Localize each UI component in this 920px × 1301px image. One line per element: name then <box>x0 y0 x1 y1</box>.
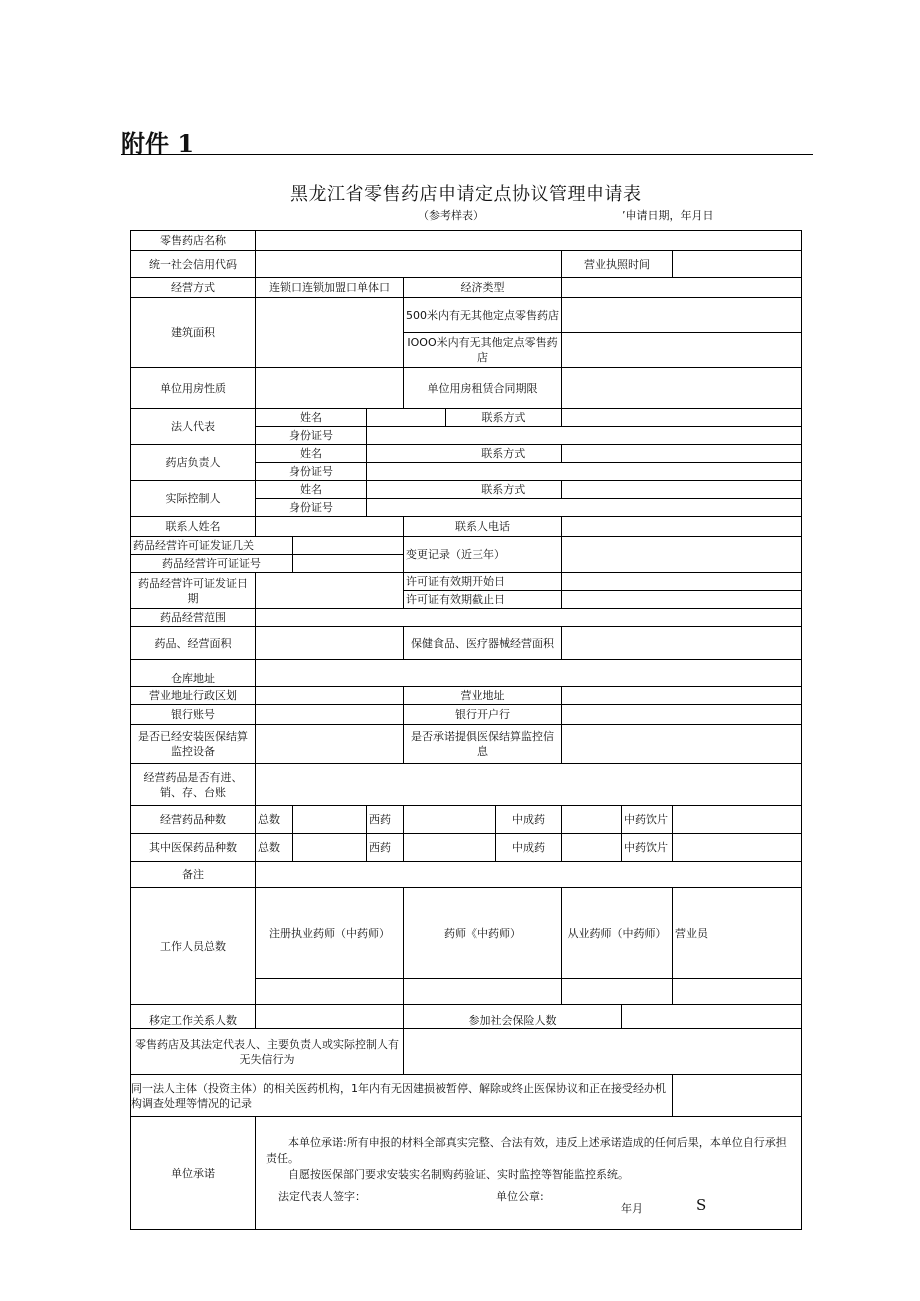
field-asst-pharm[interactable] <box>562 979 673 1005</box>
field-dishonest[interactable] <box>404 1029 802 1075</box>
row-property <box>131 368 802 409</box>
label-mode: 经营方式 <box>131 278 256 298</box>
label-drug-area: 药品、经营面积 <box>131 627 256 660</box>
field-economy-type[interactable] <box>562 278 802 298</box>
label-ins-kinds: 其中医保药品种数 <box>131 834 256 862</box>
label-bank: 银行开户行 <box>404 705 562 725</box>
label-address: 营业地址 <box>404 687 562 705</box>
field-district[interactable] <box>256 687 404 705</box>
label-transfer: 移定工作关系人数 <box>131 1005 256 1029</box>
attachment-label: 附件 1 <box>121 129 195 158</box>
field-change-record[interactable] <box>562 537 802 573</box>
label-valid-start: 许可证有效期开始日 <box>404 573 562 591</box>
label-lease: 单位用房租赁合同期限 <box>404 368 562 409</box>
label-device: 是否已经安装医保结算监控设备 <box>131 725 256 764</box>
field-drug-area[interactable] <box>256 627 404 660</box>
row-district <box>131 687 802 705</box>
mode-options[interactable]: 连锁口连锁加盟口单体口 <box>256 278 404 298</box>
row-remarks <box>131 862 802 888</box>
row-ledger <box>131 764 802 806</box>
field-contact-phone[interactable] <box>562 517 802 537</box>
field-address[interactable] <box>562 687 802 705</box>
field-legal-id[interactable] <box>367 427 802 445</box>
row-business-area <box>131 627 802 660</box>
label-controller: 实际控制人 <box>131 481 256 517</box>
form-title: 黑龙江省零售药店申请定点协议管理申请表 <box>290 184 642 205</box>
field-kinds-total[interactable] <box>293 806 367 834</box>
label-clerk: 营业员 <box>673 888 802 979</box>
label-insured: 参加社会保险人数 <box>404 1005 622 1029</box>
row-kinds <box>131 806 802 834</box>
field-property[interactable] <box>256 368 404 409</box>
row-ins-kinds <box>131 834 802 862</box>
label-kinds: 经营药品种数 <box>131 806 256 834</box>
label-asst-pharm: 从业药师（中药师） <box>562 888 673 979</box>
field-legal-name[interactable] <box>367 409 446 427</box>
label-lic-pharm: 注册执业药师（中药师） <box>256 888 404 979</box>
field-ins-herbal[interactable] <box>673 834 802 862</box>
label-property: 单位用房性质 <box>131 368 256 409</box>
row-contact-person <box>131 517 802 537</box>
field-ctrl-name[interactable] <box>367 481 446 499</box>
pledge-paragraph-2: 自愿按医保部门要求安装实名制购药验证、实时监控等智能监控系统。 <box>288 1168 629 1181</box>
label-cpm: 中成药 <box>496 834 562 862</box>
field-transfer[interactable] <box>256 1005 404 1029</box>
label-bank-account: 银行账号 <box>131 705 256 725</box>
label-staff-total: 工作人员总数 <box>131 888 256 1005</box>
label-valid-end: 许可证有效期截止日 <box>404 591 562 609</box>
label-area: 建筑面积 <box>131 298 256 368</box>
row-mode <box>131 278 802 298</box>
label-total: 总数 <box>256 806 293 834</box>
apply-date: ’申请日期，年月日 <box>622 209 714 222</box>
field-device[interactable] <box>256 725 404 764</box>
row-device <box>131 725 802 764</box>
label-herbal: 中药饮片 <box>622 834 673 862</box>
field-credit-code[interactable] <box>256 251 562 278</box>
label-western: 西药 <box>367 806 404 834</box>
label-health-area: 保健食品、医疗器械经营面积 <box>404 627 562 660</box>
label-warehouse: 仓库地址 <box>131 660 256 687</box>
label-id-no: 身份证号 <box>256 463 367 481</box>
sign-date-label: 年月 <box>621 1202 643 1215</box>
label-district: 营业地址行政区划 <box>131 687 256 705</box>
field-scope[interactable] <box>256 609 802 627</box>
label-contact: 联系方式 <box>446 409 562 427</box>
field-clerk[interactable] <box>673 979 802 1005</box>
label-pharm: 药师《中药师） <box>404 888 562 979</box>
field-valid-end[interactable] <box>562 591 802 609</box>
signature-area <box>266 1189 797 1229</box>
row-scope <box>131 609 802 627</box>
label-cpm: 中成药 <box>496 806 562 834</box>
header-divider <box>121 154 813 155</box>
seal-label: 单位公章: <box>496 1190 544 1203</box>
label-western: 西药 <box>367 834 404 862</box>
field-remarks[interactable] <box>256 862 802 888</box>
field-ins-western[interactable] <box>404 834 496 862</box>
row-bank <box>131 705 802 725</box>
row-credit-code <box>131 251 802 278</box>
date-mark: S <box>696 1196 707 1214</box>
label-credit-code: 统一社会信用代码 <box>131 251 256 278</box>
label-name: 姓名 <box>256 409 367 427</box>
application-form-table <box>130 230 802 1230</box>
field-related[interactable] <box>673 1075 802 1117</box>
field-insured[interactable] <box>622 1005 802 1029</box>
label-contact: 联系方式 <box>446 481 562 499</box>
field-permit-date[interactable] <box>256 573 404 609</box>
label-name: 姓名 <box>256 445 367 463</box>
field-health-area[interactable] <box>562 627 802 660</box>
row-warehouse <box>131 660 802 687</box>
row-area-1 <box>131 298 802 333</box>
field-head-id[interactable] <box>367 463 802 481</box>
label-related: 同一法人主体（投资主体）的相关医药机构，1年内有无因建损被暂停、解除或终止医保协议和正在接受经办机构调查处理等情况的记录 <box>131 1075 673 1117</box>
label-remarks: 备注 <box>131 862 256 888</box>
field-ctrl-contact[interactable] <box>562 481 802 499</box>
field-near500[interactable] <box>562 298 802 333</box>
field-ctrl-id[interactable] <box>367 499 802 517</box>
row-permit-date-1 <box>131 573 802 591</box>
label-near1000: IOOO米内有无其他定点零售药店 <box>404 333 562 368</box>
label-contact-phone: 联系人电话 <box>404 517 562 537</box>
label-license-time: 营业执照时间 <box>562 251 673 278</box>
field-lease[interactable] <box>562 368 802 409</box>
label-promise-info: 是否承诺提俱医保结算监控信息 <box>404 725 562 764</box>
field-ins-cpm[interactable] <box>562 834 622 862</box>
label-total: 总数 <box>256 834 293 862</box>
field-near1000[interactable] <box>562 333 802 368</box>
field-head-contact[interactable] <box>562 445 802 463</box>
label-herbal: 中药饮片 <box>622 806 673 834</box>
field-kinds-western[interactable] <box>404 806 496 834</box>
label-ledger: 经营药品是否有进、销、存、台账 <box>131 764 256 806</box>
field-legal-contact[interactable] <box>562 409 802 427</box>
field-lic-pharm[interactable] <box>256 979 404 1005</box>
row-store-name <box>131 231 802 251</box>
row-head-name <box>131 445 802 463</box>
label-economy-type: 经济类型 <box>404 278 562 298</box>
field-ledger[interactable] <box>256 764 802 806</box>
row-ctrl-name <box>131 481 802 499</box>
row-commitment <box>131 1117 802 1230</box>
field-kinds-cpm[interactable] <box>562 806 622 834</box>
field-permit-issuer[interactable] <box>293 537 404 555</box>
label-store-head: 药店负责人 <box>131 445 256 481</box>
pledge-paragraph-1: 本单位承诺:所有申报的材料全部真实完整、合法有效，违反上述承诺造成的任何后果，本单位自行承担责任。 <box>266 1136 787 1165</box>
row-legal-name <box>131 409 802 427</box>
label-scope: 药品经营范围 <box>131 609 256 627</box>
label-store-name: 零售药店名称 <box>131 231 256 251</box>
label-permit-no: 药品经营许可证证号 <box>131 555 293 573</box>
label-near500: 500米内有无其他定点零售药店 <box>404 298 562 333</box>
row-permit-issuer <box>131 537 802 555</box>
label-legal-rep: 法人代表 <box>131 409 256 445</box>
field-pharm[interactable] <box>404 979 562 1005</box>
row-staff-header <box>131 888 802 979</box>
field-contact-name[interactable] <box>256 517 404 537</box>
field-ins-total[interactable] <box>293 834 367 862</box>
legal-sign-label: 法定代表人签字： <box>278 1190 366 1203</box>
label-id-no: 身份证号 <box>256 427 367 445</box>
label-name: 姓名 <box>256 481 367 499</box>
label-contact: 联系方式 <box>446 445 562 463</box>
label-change-record: 变更记录（近三年） <box>404 537 562 573</box>
field-permit-no[interactable] <box>293 555 404 573</box>
field-area[interactable] <box>256 298 404 368</box>
label-permit-date: 药品经营许可证发证日期 <box>131 573 256 609</box>
field-license-time[interactable] <box>673 251 802 278</box>
field-warehouse[interactable] <box>256 660 802 687</box>
label-dishonest: 零售药店及其法定代表人、主要负责人或实际控制人有无失信行为 <box>131 1029 404 1075</box>
row-dishonest <box>131 1029 802 1075</box>
row-related <box>131 1075 802 1117</box>
label-permit-issuer: 药品经营许可证发证几关 <box>131 537 293 555</box>
field-bank-account[interactable] <box>256 705 404 725</box>
sample-note: （参考样表） <box>418 209 484 222</box>
commitment-text <box>256 1117 802 1230</box>
field-bank[interactable] <box>562 705 802 725</box>
field-kinds-herbal[interactable] <box>673 806 802 834</box>
row-transfer <box>131 1005 802 1029</box>
field-promise-info[interactable] <box>562 725 802 764</box>
field-store-name[interactable] <box>256 231 802 251</box>
field-valid-start[interactable] <box>562 573 802 591</box>
label-contact-name: 联系人姓名 <box>131 517 256 537</box>
label-commitment: 单位承诺 <box>131 1117 256 1230</box>
label-id-no: 身份证号 <box>256 499 367 517</box>
field-head-name[interactable] <box>367 445 446 463</box>
